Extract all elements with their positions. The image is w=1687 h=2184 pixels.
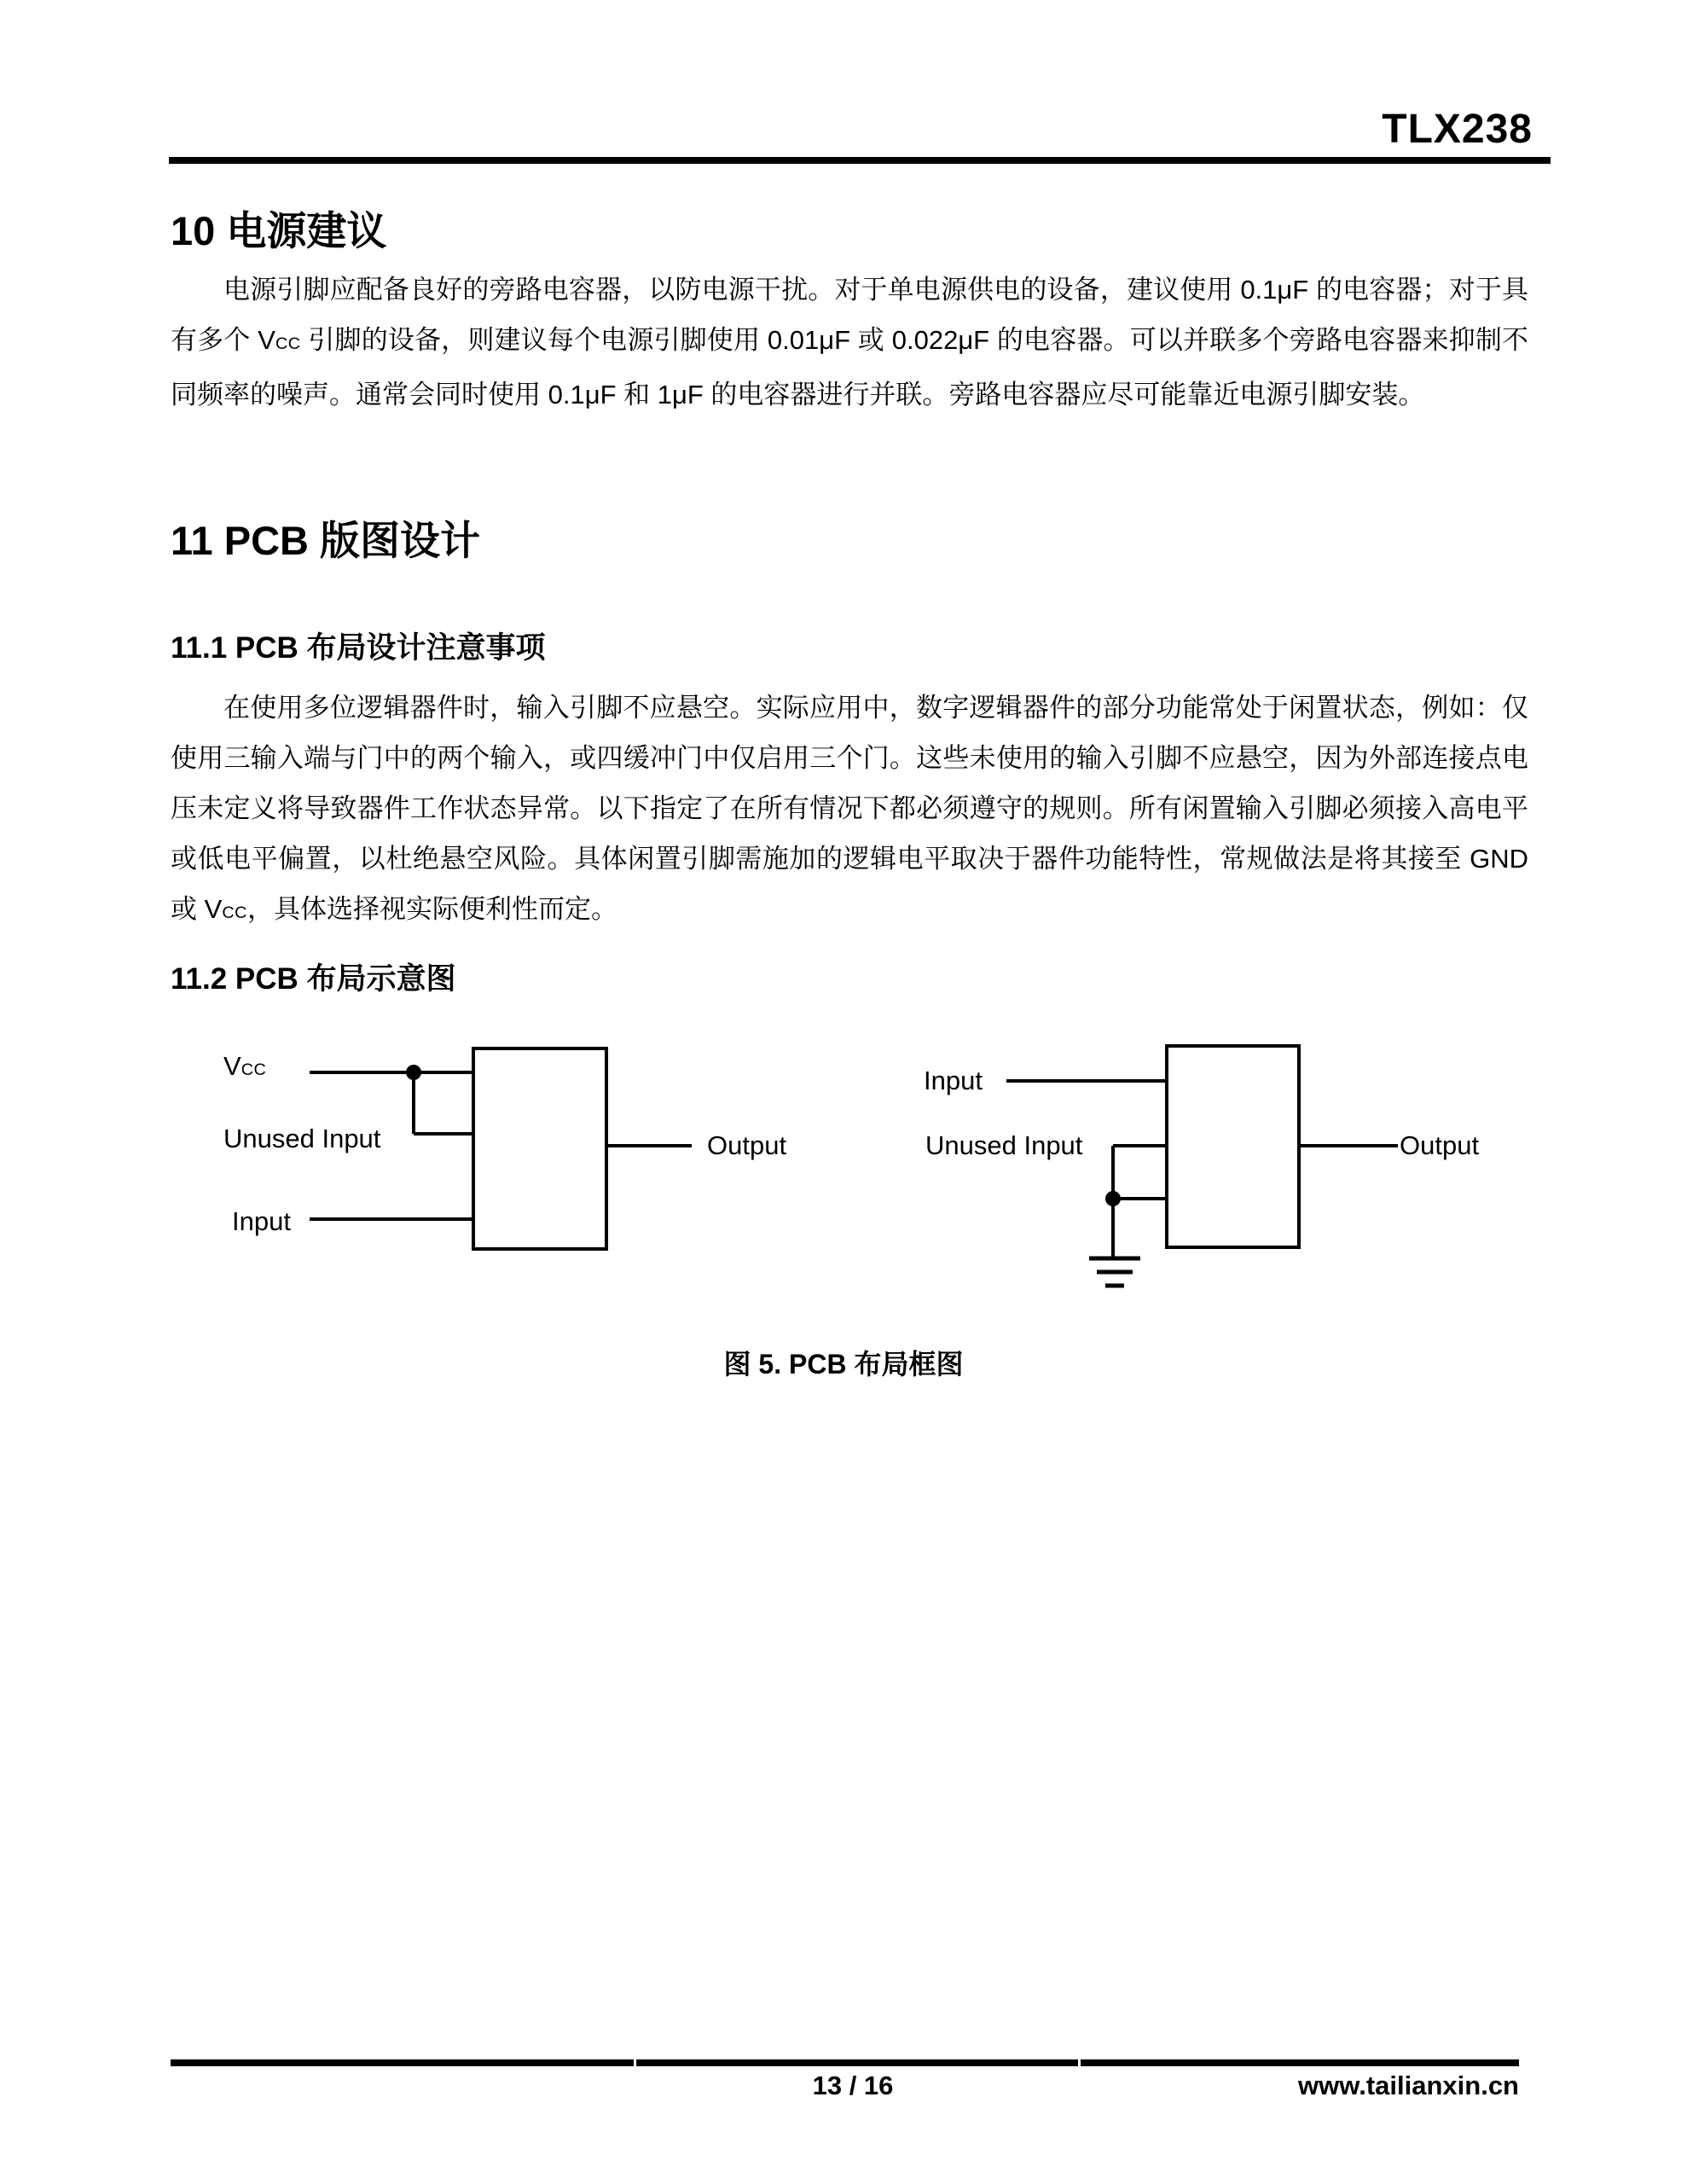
left-unused-input-label: Unused Input [223,1124,381,1153]
right-unused-input-label: Unused Input [925,1130,1083,1160]
footer-rule-segment [636,2059,1078,2066]
ground-symbol-icon [1089,1258,1140,1286]
header-rule [169,157,1551,164]
left-vcc-label: VCC [223,1051,267,1081]
section-10-heading: 10 电源建议 [171,208,387,253]
page-title: TLX238 [1382,107,1533,152]
footer-rule-segment [1081,2059,1519,2066]
page-number: 13 / 16 [812,2071,894,2100]
section-11-1-paragraph: 在使用多位逻辑器件时，输入引脚不应悬空。实际应用中，数字逻辑器件的部分功能常处于闲置状态，例如：仅使用三输入端与门中的两个输入，或四缓冲门中仅启用三个门。这些未使用的输入引脚不应悬空，因为外部连接点电压未定义将导致器件工作状态异常。以下指定了在所有情况下都必须遵守的规则。所有闲置输入引脚必须接入高电平或低电平偏置，以杜绝悬空风险。具体闲置引脚需施加的逻辑电平取决于器件功能特性，常规做法是将其接至 GND 或 VCC，具体选择视实际便利性而定。 [171,693,1528,924]
left-junction-dot [406,1065,421,1080]
section-10-paragraph: 电源引脚应配备良好的旁路电容器，以防电源干扰。对于单电源供电的设备，建议使用 0.1μF 的电容器；对于具有多个 VCC 引脚的设备，则建议每个电源引脚使用 0.01μF 或 0.022μF 的电容器。可以并联多个旁路电容器来抑制不同频率的噪声。通常会同时使用 0.1μF 和 1μF 的电容器进行并联。旁路电容器应尽可能靠近电源引脚安装。 [171,275,1528,410]
section-11-2-heading: 11.2 PCB 布局示意图 [171,962,456,996]
pcb-layout-diagram [0,981,1687,1382]
figure-caption: 图 5. PCB 布局框图 [723,1349,964,1380]
section-11-1-heading: 11.1 PCB 布局设计注意事项 [171,631,546,665]
footer-rule-segment [171,2059,634,2066]
section-11-heading: 11 PCB 版图设计 [171,518,481,563]
right-input-label: Input [924,1066,983,1095]
left-ic-box [473,1048,606,1249]
right-ic-box [1167,1046,1299,1247]
right-junction-dot [1105,1191,1121,1206]
left-output-label: Output [707,1130,787,1160]
footer-website: www.tailianxin.cn [1298,2071,1519,2100]
left-input-label: Input [232,1206,291,1236]
right-output-label: Output [1400,1130,1480,1160]
figure-5 [0,981,1687,1382]
